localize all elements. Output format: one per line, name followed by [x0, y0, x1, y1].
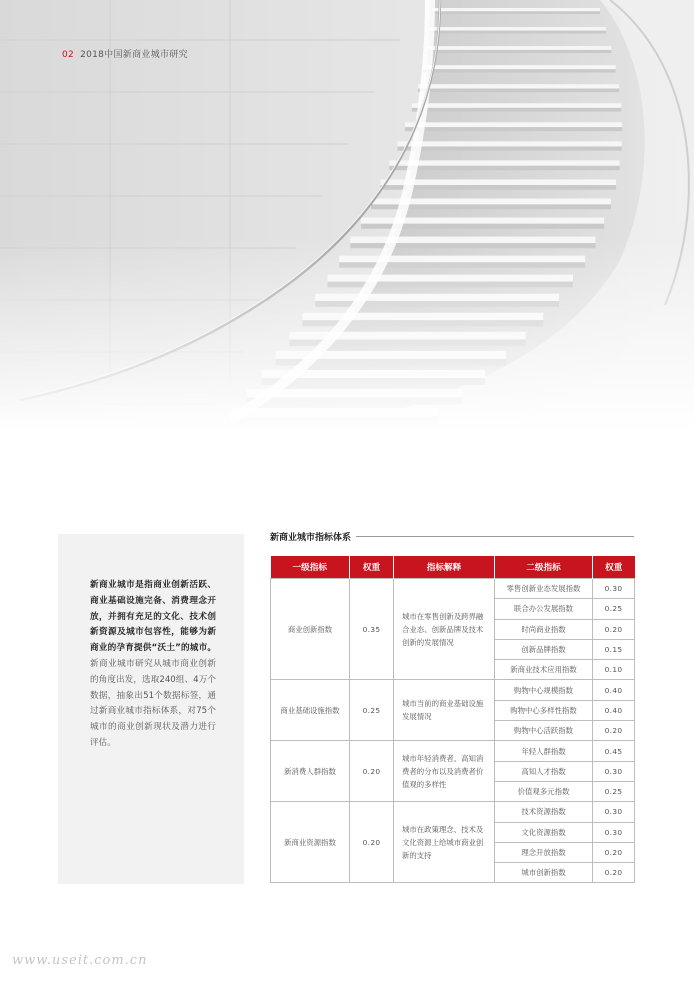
level2-name: 年轻人群指数 — [495, 741, 593, 761]
level1-weight: 0.20 — [350, 802, 394, 883]
level1-desc: 城市在零售创新及跨界融合业态、创新品牌及技术创新的发展情况 — [394, 579, 495, 680]
level2-weight: 0.20 — [593, 842, 635, 862]
level2-name: 技术资源指数 — [495, 802, 593, 822]
level2-name: 零售创新业态发展指数 — [495, 579, 593, 599]
summary-body-text: 新商业城市研究从城市商业创新的角度出发，选取240组、4万个数据，抽象出51个数据标签，通过新商业城市指标体系，对75个城市的商业创新现状及潜力进行评估。 — [90, 658, 216, 748]
level2-weight: 0.20 — [593, 721, 635, 741]
level1-name: 新商业资源指数 — [271, 802, 350, 883]
level1-weight: 0.25 — [350, 680, 394, 741]
level2-name: 理念开放指数 — [495, 842, 593, 862]
header-level2: 二级指标 — [495, 556, 593, 579]
level2-name: 购物中心规模指数 — [495, 680, 593, 700]
hero-staircase-photo — [0, 0, 694, 432]
table-row — [271, 579, 635, 599]
level2-weight: 0.10 — [593, 660, 635, 680]
level2-name: 时尚商业指数 — [495, 619, 593, 639]
level2-weight: 0.30 — [593, 579, 635, 599]
page-number: 02 — [62, 50, 75, 60]
level2-name: 创新品牌指数 — [495, 639, 593, 659]
summary-bold-text: 新商业城市是指商业创新活跃、商业基础设施完备、消费理念开放，并拥有充足的文化、技术创新资源及城市包容性，能够为新商业的孕育提供“沃土”的城市。 — [90, 580, 216, 654]
level2-weight: 0.40 — [593, 680, 635, 700]
table-body — [271, 579, 635, 883]
watermark: www.useit.com.cn — [12, 953, 148, 968]
level1-weight: 0.35 — [350, 579, 394, 680]
level2-weight: 0.15 — [593, 639, 635, 659]
running-header-title: 2018中国新商业城市研究 — [80, 50, 188, 60]
level2-weight: 0.25 — [593, 781, 635, 801]
level2-weight: 0.30 — [593, 802, 635, 822]
level1-desc: 城市年轻消费者、高知消费者的分布以及消费者价值观的多样性 — [394, 741, 495, 802]
table-row — [271, 741, 635, 761]
level1-desc: 城市当前的商业基础设施发展情况 — [394, 680, 495, 741]
table-row — [271, 680, 635, 700]
level1-weight: 0.20 — [350, 741, 394, 802]
level2-name: 高知人才指数 — [495, 761, 593, 781]
running-header — [62, 47, 188, 60]
level2-name: 文化资源指数 — [495, 822, 593, 842]
summary-box — [58, 534, 244, 884]
level2-name: 购物中心多样性指数 — [495, 700, 593, 720]
level2-name: 购物中心活跃指数 — [495, 721, 593, 741]
header-level1: 一级指标 — [271, 556, 350, 579]
level2-weight: 0.30 — [593, 761, 635, 781]
level2-weight: 0.20 — [593, 619, 635, 639]
header-weight1: 权重 — [350, 556, 394, 579]
table-title-rule — [356, 536, 634, 537]
table-title: 新商业城市指标体系 — [270, 533, 352, 543]
level1-name: 商业基础设施指数 — [271, 680, 350, 741]
level2-name: 新商业技术应用指数 — [495, 660, 593, 680]
indicator-table — [270, 556, 635, 883]
level1-desc: 城市在政策理念、技术及文化资源上给城市商业创新的支持 — [394, 802, 495, 883]
level1-name: 商业创新指数 — [271, 579, 350, 680]
level2-weight: 0.25 — [593, 599, 635, 619]
level2-weight: 0.30 — [593, 822, 635, 842]
level1-name: 新消费人群指数 — [271, 741, 350, 802]
header-explanation: 指标解释 — [394, 556, 495, 579]
level2-name: 联合办公发展指数 — [495, 599, 593, 619]
table-row — [271, 802, 635, 822]
level2-name: 城市创新指数 — [495, 863, 593, 883]
level2-weight: 0.45 — [593, 741, 635, 761]
level2-weight: 0.40 — [593, 700, 635, 720]
level2-weight: 0.20 — [593, 863, 635, 883]
header-weight2: 权重 — [593, 556, 635, 579]
level2-name: 价值观多元指数 — [495, 781, 593, 801]
table-header-row — [271, 556, 635, 579]
summary-paragraph — [90, 578, 216, 752]
